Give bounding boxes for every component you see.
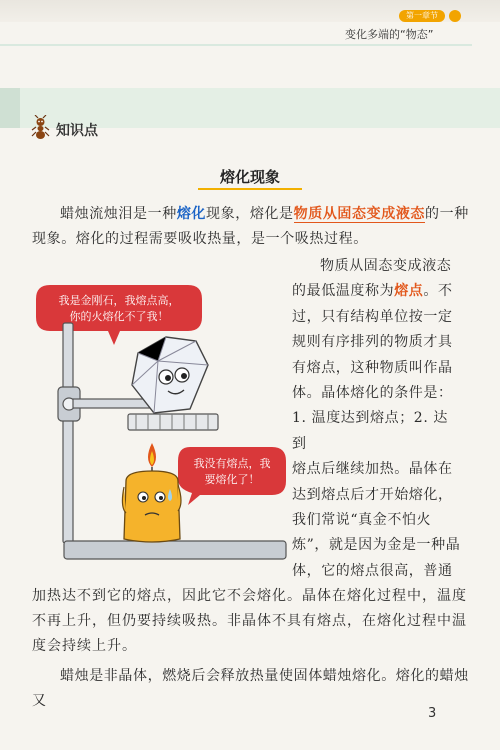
candle-character-icon <box>122 443 181 542</box>
text-line: 1. 温度达到熔点；2. 达到 <box>292 410 449 452</box>
paragraph-continued: 加热达不到它的熔点，因此它不会熔化。晶体在熔化过程中，温度不再上升，但仍要持续吸热。非晶体不具有熔点，在熔化过程中温度会持续上升。 <box>32 588 467 654</box>
diamond-speech-line-1: 我是金刚石，我熔点高， <box>58 294 180 307</box>
chapter-badge: 第一章节 <box>399 10 445 22</box>
text-line: 体。晶体熔化的条件是： <box>292 385 453 402</box>
term-melting: 熔化 <box>176 206 207 222</box>
text-run: 的一种现象。熔化的过程需要吸收热量，是一个吸热过程。 <box>32 206 469 247</box>
header-rule <box>0 44 472 46</box>
text-line: 物质从固态变成液态 <box>320 258 452 274</box>
text-line: 我们常说“真金不怕火 <box>292 512 432 529</box>
diamond-speech-bubble <box>36 285 202 345</box>
text-line: 炼”，就是因为金是一种晶 <box>292 537 461 554</box>
text-run: 蜡烛流烛泪是一种 <box>60 206 177 222</box>
text-line <box>292 279 462 304</box>
candle-speech-line-1: 我没有熔点，我 <box>193 457 271 470</box>
text-run: 蜡烛是非晶体，燃烧后会释放热量使固体蜡烛熔化。熔化的蜡烛又 <box>32 668 469 709</box>
term-melting-point: 熔点 <box>394 283 424 300</box>
knowledge-point-heading <box>30 115 98 145</box>
chapter-title: 变化多端的“物态” <box>345 28 434 41</box>
knowledge-point-label: 知识点 <box>56 123 98 139</box>
text-run: 。不 <box>423 283 453 300</box>
candle-speech-bubble <box>178 447 286 505</box>
term-solid-to-liquid: 物质从固态变成液态 <box>293 206 426 222</box>
text-line: 体，它的熔点很高，普通 <box>292 562 453 579</box>
candle-speech-line-2: 要熔化了！ <box>204 473 260 486</box>
text-run: 现象，熔化是 <box>206 206 294 222</box>
text-line: 规则有序排列的物质才具 <box>292 334 453 351</box>
page-number: 3 <box>428 706 437 721</box>
paragraph-candle <box>32 664 472 714</box>
illustration <box>28 275 290 575</box>
chapter-badge-dot <box>449 10 461 22</box>
diamond-speech-line-2: 你的火熔化不了我！ <box>69 310 169 323</box>
section-title-underline <box>198 188 302 190</box>
text-run: 的最低温度称为 <box>292 283 395 300</box>
right-column-text <box>292 254 462 584</box>
paragraph-intro <box>32 202 472 252</box>
text-line: 有熔点，这种物质叫作晶 <box>292 359 453 376</box>
section-title: 熔化现象 <box>219 168 280 186</box>
text-line: 过，只有结构单位按一定 <box>292 308 453 325</box>
ant-mascot-icon <box>30 115 52 145</box>
text-line: 达到熔点后才开始熔化， <box>292 486 453 503</box>
text-line: 熔点后继续加热。晶体在 <box>292 461 453 478</box>
